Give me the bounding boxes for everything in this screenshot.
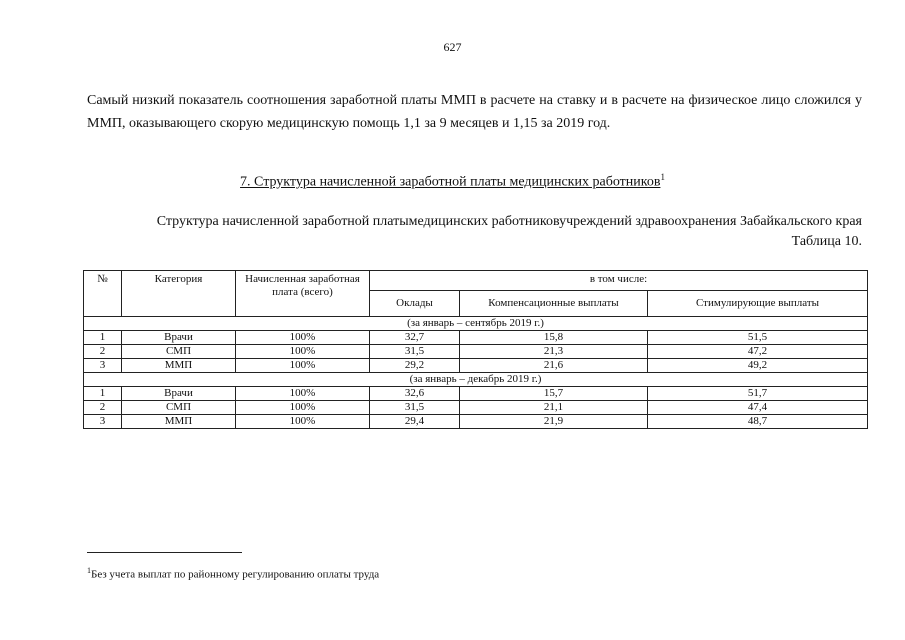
cell-total: 100% [236,387,370,401]
cell-compensation: 15,7 [460,387,648,401]
cell-category: ММП [122,359,236,373]
cell-n: 3 [84,359,122,373]
header-incentive: Стимулирующие выплаты [648,291,868,317]
cell-category: Врачи [122,331,236,345]
header-number: № [84,271,122,317]
cell-n: 1 [84,331,122,345]
footnote-divider [87,552,242,553]
page-number: 627 [443,40,462,54]
table-row [84,401,868,415]
cell-incentive: 48,7 [648,415,868,429]
cell-n: 3 [84,415,122,429]
cell-category: СМП [122,401,236,415]
cell-n: 2 [84,345,122,359]
table-body [84,317,868,429]
table-subtitle: Структура начисленной заработной платымедицинских работниковучреждений здравоохранения Забайкальского края [156,214,862,229]
cell-incentive: 51,7 [648,387,868,401]
cell-total: 100% [236,331,370,345]
cell-total: 100% [236,401,370,415]
table-caption [87,212,862,252]
salary-structure-table [83,270,868,429]
header-total: Начисленная заработная плата (всего) [236,271,370,317]
cell-category: Врачи [122,387,236,401]
cell-incentive: 47,4 [648,401,868,415]
cell-category: ММП [122,415,236,429]
cell-compensation: 21,6 [460,359,648,373]
cell-total: 100% [236,359,370,373]
footnote-text: Без учета выплат по районному регулированию оплаты труда [91,568,380,581]
header-compensation: Компенсационные выплаты [460,291,648,317]
cell-salaries: 32,6 [370,387,460,401]
cell-incentive: 47,2 [648,345,868,359]
cell-compensation: 21,3 [460,345,648,359]
section-title-text: 7. Структура начисленной заработной платы медицинских работников [240,174,661,190]
cell-total: 100% [236,345,370,359]
table-row [84,345,868,359]
cell-n: 1 [84,387,122,401]
body-paragraph: Самый низкий показатель соотношения заработной платы ММП в расчете на ставку и в расчете на физическое лицо сложился у ММП, оказывающего скорую медицинскую помощь 1,1 за 9 месяцев и 1,15 за 2019 год. [87,93,862,131]
period-row [84,373,868,387]
period-label: (за январь – декабрь 2019 г.) [84,373,868,387]
table-row [84,359,868,373]
footnote-mark: 1 [87,566,91,575]
cell-incentive: 51,5 [648,331,868,345]
cell-compensation: 21,1 [460,401,648,415]
cell-salaries: 31,5 [370,401,460,415]
cell-salaries: 31,5 [370,345,460,359]
cell-incentive: 49,2 [648,359,868,373]
cell-category: СМП [122,345,236,359]
cell-n: 2 [84,401,122,415]
cell-compensation: 21,9 [460,415,648,429]
table-label: Таблица 10. [791,234,862,249]
footnote-ref: 1 [660,172,665,182]
header-category: Категория [122,271,236,317]
cell-compensation: 15,8 [460,331,648,345]
cell-salaries: 29,4 [370,415,460,429]
section-title [0,172,905,191]
cell-salaries: 29,2 [370,359,460,373]
period-label: (за январь – сентябрь 2019 г.) [84,317,868,331]
period-row [84,317,868,331]
header-salaries: Оклады [370,291,460,317]
cell-salaries: 32,7 [370,331,460,345]
header-including: в том числе: [370,271,868,291]
table-row [84,331,868,345]
footnote [87,566,379,581]
table-row [84,415,868,429]
cell-total: 100% [236,415,370,429]
table-row [84,387,868,401]
